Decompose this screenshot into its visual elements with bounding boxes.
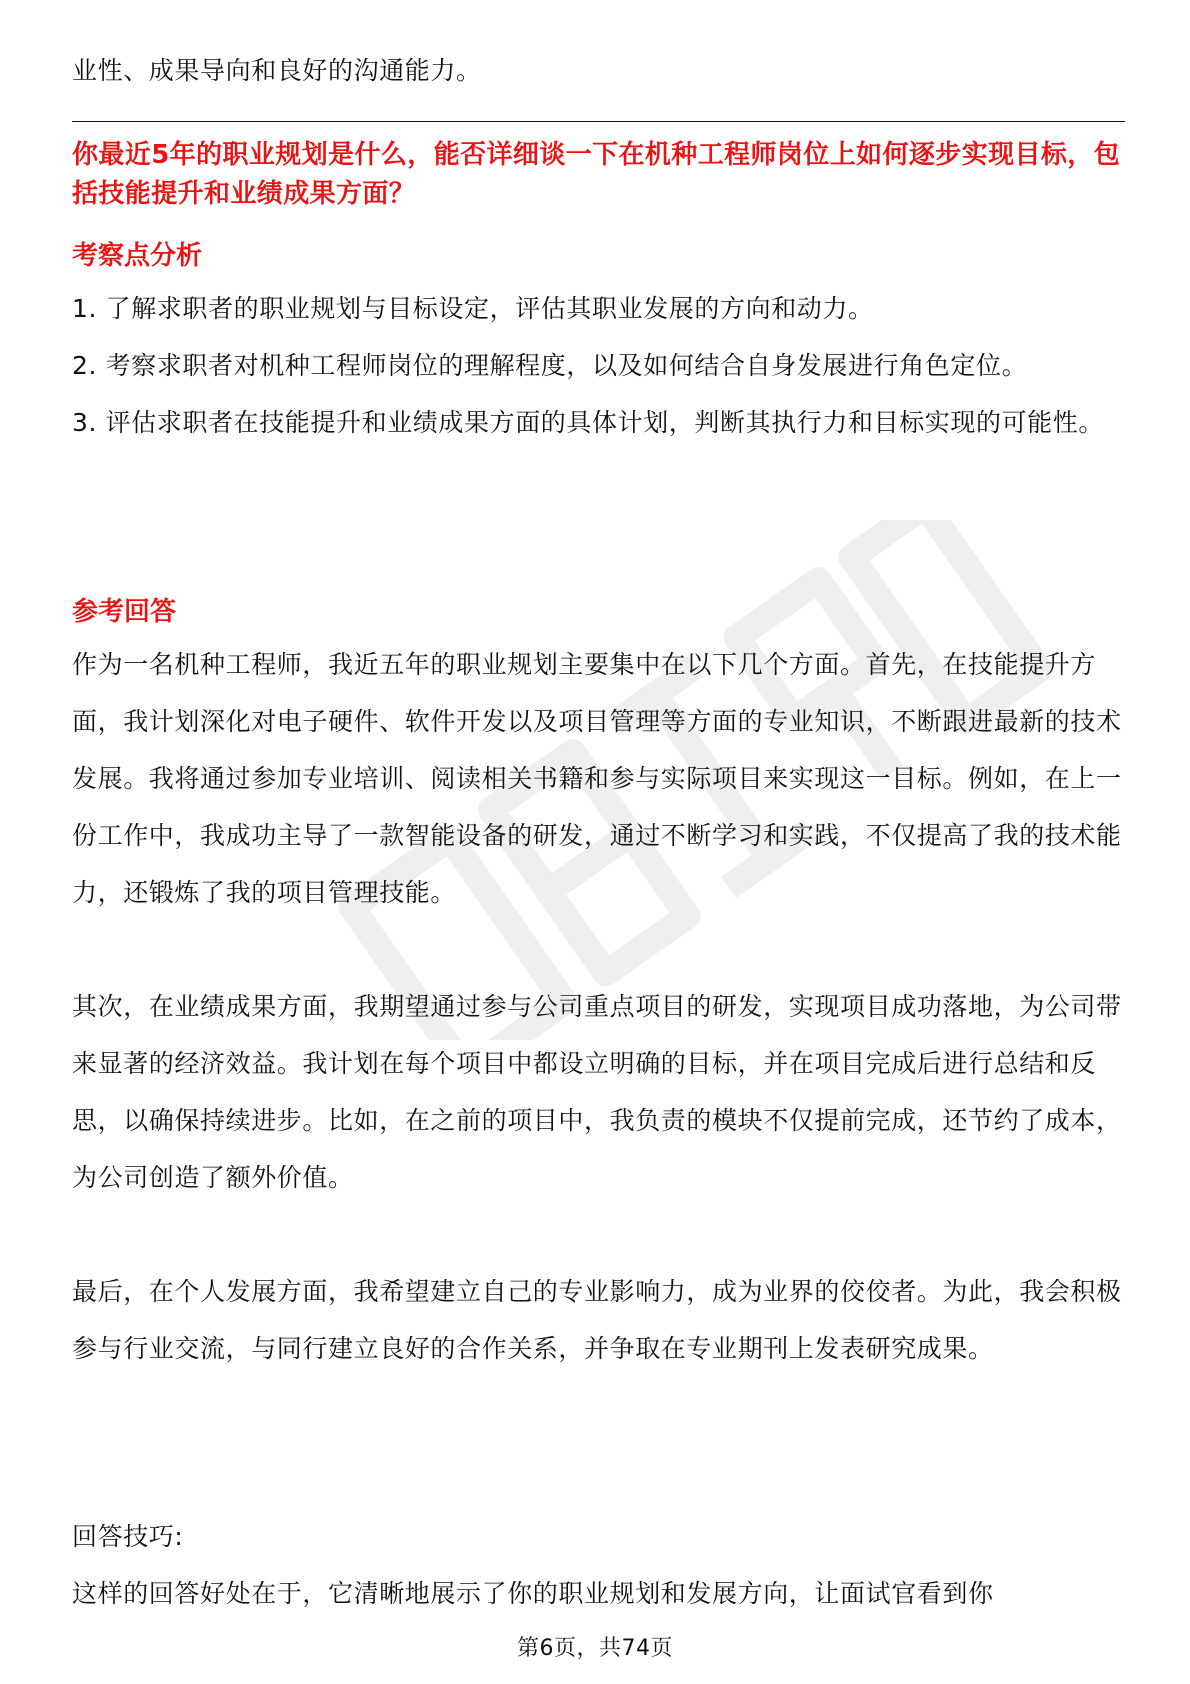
analysis-item-3: 3. 评估求职者在技能提升和业绩成果方面的具体计划，判断其执行力和目标实现的可能性。 <box>72 408 1105 437</box>
tips-text: 这样的回答好处在于，它清晰地展示了你的职业规划和发展方向，让面试官看到你 <box>72 1579 994 1608</box>
answer-tips <box>72 1508 1125 1622</box>
analysis-list <box>72 280 1125 451</box>
analysis-item-2: 2. 考察求职者对机种工程师岗位的理解程度，以及如何结合自身发展进行角色定位。 <box>72 351 1028 380</box>
section-divider <box>72 121 1125 122</box>
answer-paragraph-2: 其次，在业绩成果方面，我期望通过参与公司重点项目的研发，实现项目成功落地，为公司带来显著的经济效益。我计划在每个项目中都设立明确的目标，并在项目完成后进行总结和反思，以确保持续进步。比如，在之前的项目中，我负责的模块不仅提前完成，还节约了成本，为公司创造了额外价值。 <box>72 992 1122 1192</box>
page-number: 第6页，共74页 <box>517 1636 673 1661</box>
answer-heading: 参考回答 <box>72 597 177 627</box>
analysis-heading: 考察点分析 <box>72 241 203 271</box>
tips-heading: 回答技巧: <box>72 1522 184 1551</box>
analysis-item-1: 1. 了解求职者的职业规划与目标设定，评估其职业发展的方向和动力。 <box>72 294 874 323</box>
interview-question: 你最近5年的职业规划是什么，能否详细谈一下在机种工程师岗位上如何逐步实现目标，包括技能提升和业绩成果方面？ <box>72 140 1121 209</box>
reference-answer <box>72 636 1125 1434</box>
answer-paragraph-1: 作为一名机种工程师，我近五年的职业规划主要集中在以下几个方面。首先，在技能提升方面，我计划深化对电子硬件、软件开发以及项目管理等方面的专业知识，不断跟进最新的技术发展。我将通过参加专业培训、阅读相关书籍和参与实际项目来实现这一目标。例如，在上一份工作中，我成功主导了一款智能设备的研发，通过不断学习和实践，不仅提高了我的技术能力，还锻炼了我的项目管理技能。 <box>72 650 1122 907</box>
answer-paragraph-3: 最后，在个人发展方面，我希望建立自己的专业影响力，成为业界的佼佼者。为此，我会积极参与行业交流，与同行建立良好的合作关系，并争取在专业期刊上发表研究成果。 <box>72 1277 1122 1363</box>
continuation-text: 业性、成果导向和良好的沟通能力。 <box>72 56 482 85</box>
